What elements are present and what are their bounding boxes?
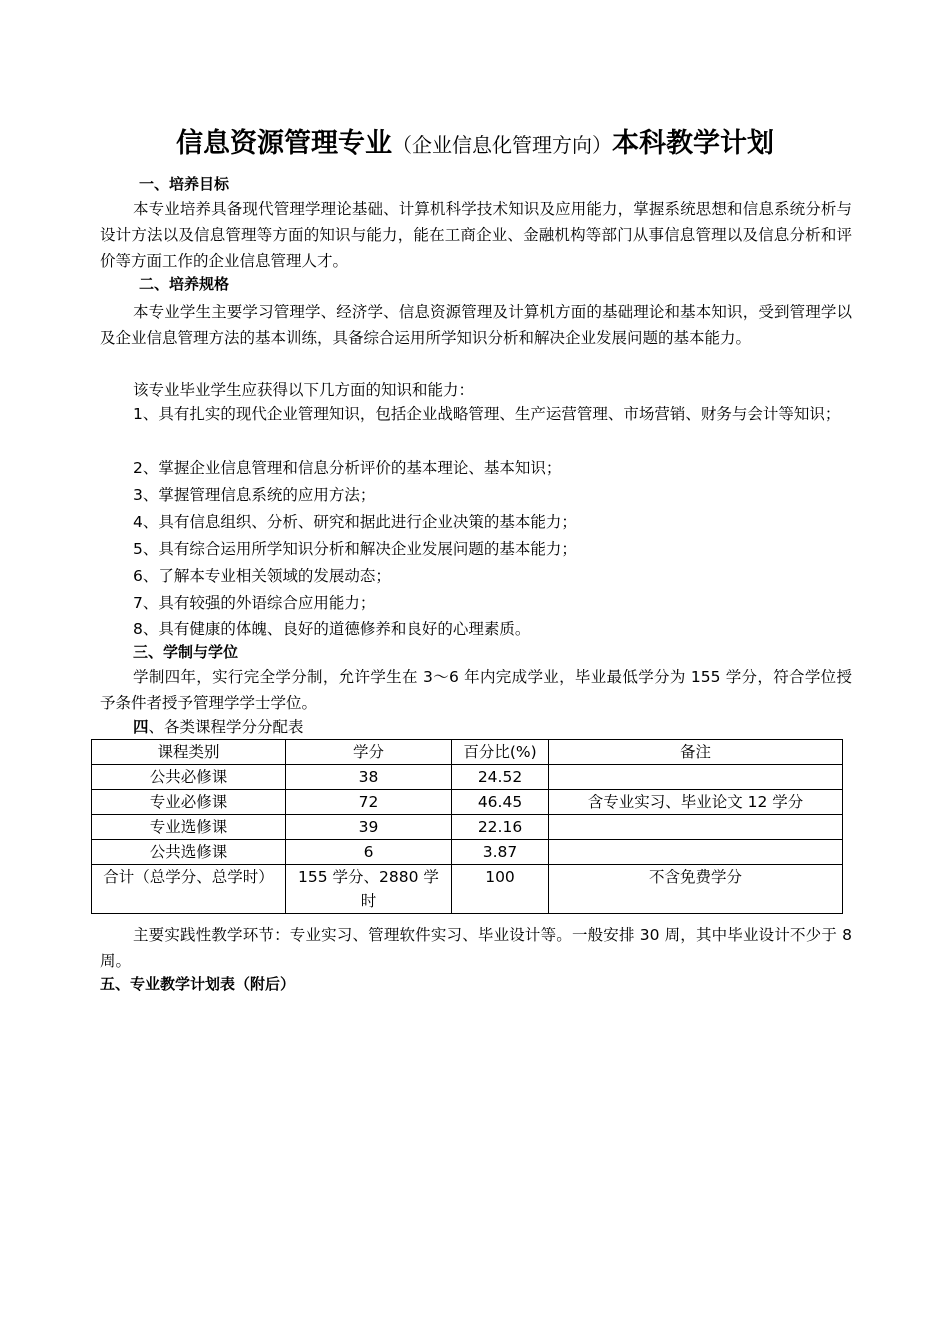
table-cell: 公共必修课 [92,765,286,790]
ability-item-3: 3、掌握管理信息系统的应用方法； [133,486,376,504]
section1-heading: 一、培养目标 [139,175,230,193]
table-row [92,790,843,815]
table-cell [549,815,843,840]
table-header-row [92,740,843,765]
table-cell: 不含免费学分 [549,865,843,914]
table-header-cell: 课程类别 [92,740,286,765]
table-cell: 24.52 [452,765,549,790]
section2-paragraph: 本专业学生主要学习管理学、经济学、信息资源管理及计算机方面的基础理论和基本知识，受到管理学以及企业信息管理方法的基本训练，具备综合运用所学知识分析和解决企业发展问题的基本能力。 [100,303,852,347]
table-cell: 22.16 [452,815,549,840]
section4-heading-text: 、各类课程学分分配表 [148,718,304,736]
table-cell: 72 [286,790,452,815]
ability-item-4: 4、具有信息组织、分析、研究和据此进行企业决策的基本能力； [133,513,577,531]
table-cell [549,840,843,865]
title-main-part2: 本科教学计划 [612,128,774,159]
table-cell: 38 [286,765,452,790]
section2-heading: 二、培养规格 [139,275,230,293]
table-header-cell: 备注 [549,740,843,765]
table-row [92,765,843,790]
table-cell: 含专业实习、毕业论文 12 学分 [549,790,843,815]
title-main-part1: 信息资源管理专业 [176,128,392,159]
table-row [92,840,843,865]
table-cell: 专业选修课 [92,815,286,840]
section5-heading: 五、专业教学计划表（附后） [100,975,296,993]
section2-intro: 该专业毕业学生应获得以下几方面的知识和能力： [133,381,475,399]
ability-item-2: 2、掌握企业信息管理和信息分析评价的基本理论、基本知识； [133,459,562,477]
table-cell: 合计（总学分、总学时） [92,865,286,914]
table-cell: 39 [286,815,452,840]
practice-paragraph: 主要实践性教学环节：专业实习、管理软件实习、毕业设计等。一般安排 30 周，其中毕业设计不少于 8 周。 [100,926,852,970]
table-cell: 100 [452,865,549,914]
table-cell: 专业必修课 [92,790,286,815]
section4-heading [133,716,304,738]
section4-heading-number: 四 [133,718,149,736]
section3-paragraph: 学制四年，实行完全学分制，允许学生在 3～6 年内完成学业，毕业最低学分为 155 学分，符合学位授予条件者授予管理学学士学位。 [100,668,852,712]
table-row [92,815,843,840]
ability-item-5: 5、具有综合运用所学知识分析和解决企业发展问题的基本能力； [133,540,577,558]
section1-paragraph: 本专业培养具备现代管理学理论基础、计算机科学技术知识及应用能力，掌握系统思想和信息系统分析与设计方法以及信息管理等方面的知识与能力，能在工商企业、金融机构等部门从事信息管理以及信息分析和评价等方面工作的企业信息管理人才。 [100,200,852,270]
section3-heading: 三、学制与学位 [133,643,239,661]
document-title [0,124,950,165]
table-cell: 155 学分、2880 学时 [286,865,452,914]
table-cell: 公共选修课 [92,840,286,865]
table-cell [549,765,843,790]
ability-item-1: 1、具有扎实的现代企业管理知识，包括企业战略管理、生产运营管理、市场营销、财务与会计等知识； [133,405,841,423]
table-header-cell: 百分比(%) [452,740,549,765]
ability-item-6: 6、了解本专业相关领域的发展动态； [133,567,391,585]
table-cell: 6 [286,840,452,865]
ability-item-7: 7、具有较强的外语综合应用能力； [133,594,376,612]
table-header-cell: 学分 [286,740,452,765]
title-subtitle: （企业信息化管理方向） [392,133,612,157]
table-cell: 3.87 [452,840,549,865]
ability-item-8: 8、具有健康的体魄、良好的道德修养和良好的心理素质。 [133,620,531,638]
table-total-row [92,865,843,914]
credits-table [91,739,843,914]
table-cell: 46.45 [452,790,549,815]
